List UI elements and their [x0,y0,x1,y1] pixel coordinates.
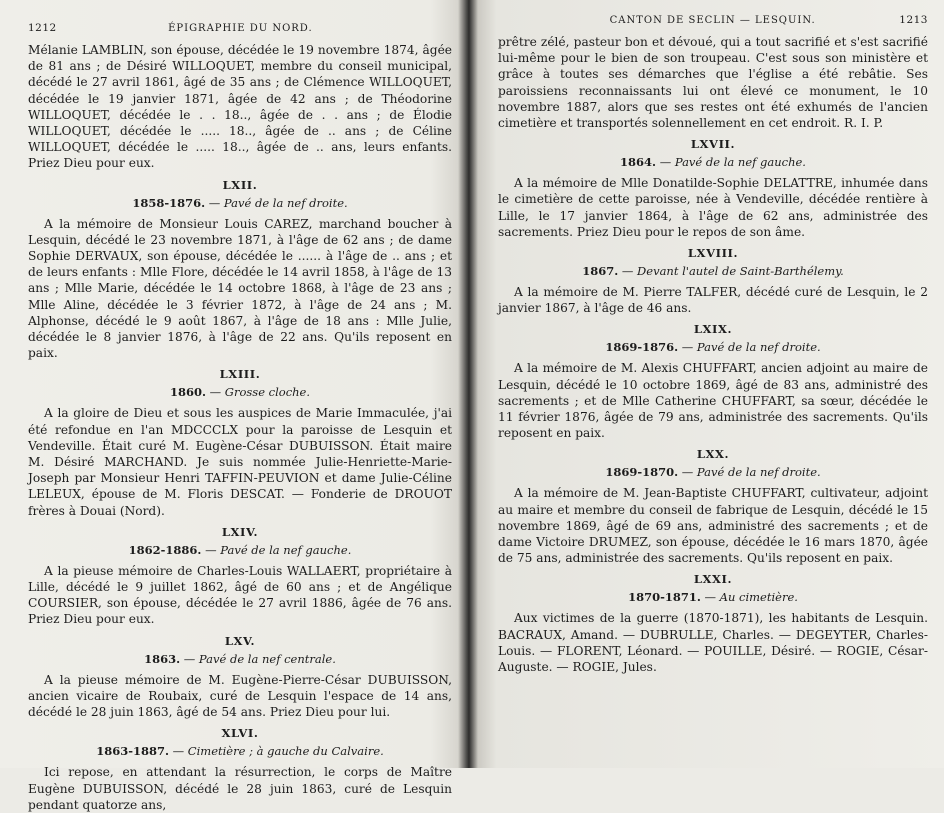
entry-date: 1870-1871. [628,590,701,605]
entry-lxii [28,178,452,362]
entry-number: LXIV. [221,524,259,539]
left-page-number: 1212 [28,22,57,34]
entry-text: A la mémoire de Mlle Donatilde-Sophie DELATTRE, inhumée dans le cimetière de cette paroisse, née à Vendeville, décédée rentière à Lille, le 17 janvier 1864, à l'âge de 62 ans, administrée des sacrements. Priez Dieu pour le repos de son âme. [498,176,928,239]
right-running-title: CANTON DE SECLIN — LESQUIN. [609,15,816,26]
entry-text: A la pieuse mémoire de Charles-Louis WALLAERT, propriétaire à Lille, décédé le 9 juillet 1862, âgé de 60 ans ; et de Angélique COURSIER, son épouse, décédée le 27 avril 1886, âgée de 76 ans. Priez Dieu pour eux. [28,563,452,627]
entry-xlvi [28,726,452,813]
left-header [28,22,452,34]
entry-number: LXX. [696,447,730,462]
entry-heading [498,340,928,354]
entry-number: LXXI. [693,572,733,587]
right-header [498,14,928,26]
book-gutter-shadow [458,0,478,768]
entry-lxv [28,634,452,721]
entry-number: LXIX. [693,322,733,337]
right-page-number: 1213 [899,14,928,26]
entry-number: LXVII. [690,137,736,152]
entry-heading [28,744,452,758]
entry-date: 1869-1870. [605,465,679,480]
entry-location: — Pavé de la nef droite. [681,465,821,480]
entry-text: A la pieuse mémoire de M. Eugène-Pierre-César DUBUISSON, ancien vicaire de Roubaix, curé de Lesquin l'espace de 14 ans, décédé le 28 juin 1863, âgé de 54 ans. Priez Dieu pour lui. [28,672,452,720]
entry-number: LXII. [222,177,258,192]
entry-date: 1867. [582,264,619,279]
entry-lxiii [28,367,452,518]
entry-location: — Au cimetière. [704,590,798,605]
entry-text: Ici repose, en attendant la résurrection, le corps de Maître Eugène DUBUISSON, décédé le 28 juin 1863, curé de Lesquin pendant quatorze ans, [28,765,452,812]
entry-heading [498,590,928,604]
entry-heading [498,155,928,169]
entry-heading [498,264,928,278]
entry-heading [28,652,452,666]
entry-location: — Pavé de la nef droite. [681,340,821,355]
entry-text: A la mémoire de M. Alexis CHUFFART, ancien adjoint au maire de Lesquin, décédé le 10 octobre 1869, âgé de 83 ans, administré des sacrements ; et de Mlle Catherine CHUFFART, sa sœur, décédée le 11 février 1876, âgée de 79 ans, administrée des sacrements. Qu'ils reposent en paix. [498,361,928,441]
entry-location: — Pavé de la nef droite. [208,195,348,210]
entry-number: LXIII. [219,367,261,382]
entry-location: — Pavé de la nef gauche. [205,542,352,557]
entry-date: 1864. [620,155,657,170]
entry-location: — Cimetière ; à gauche du Calvaire. [172,744,384,759]
entry-text: Aux victimes de la guerre (1870-1871), les habitants de Lesquin. BACRAUX, Amand. — DUBRULLE, Charles. — DEGEYTER, Charles-Louis. — FLORENT, Léonard. — POUILLE, Désiré. — ROGIE, César-Auguste. — ROGIE, Jules. [498,611,928,675]
entry-location: — Grosse cloche. [209,385,311,400]
entry-text: A la mémoire de M. Jean-Baptiste CHUFFART, cultivateur, adjoint au maire et membre du conseil de fabrique de Lesquin, décédé le 15 novembre 1869, âgé de 69 ans, administré des sacrements ; et de dame Victoire DRUMEZ, son épouse, décédée le 16 mars 1870, âgée de 75 ans, administrée des sacrements. Qu'ils reposent en paix. [498,486,928,566]
left-page [0,0,468,812]
entry-heading [498,465,928,479]
entry-date: 1862-1886. [128,542,202,557]
entry-text: A la mémoire de Monsieur Louis CAREZ, marchand boucher à Lesquin, décédé le 23 novembre 1871, à l'âge de 62 ans ; de dame Sophie DERVAUX, son épouse, décédée le ...... à l'âge de .. ans ; et de leurs enfants : Mlle Flore, décédée le 14 avril 1858, à l'âge de 13 ans ; Mlle Marie, décédée le 14 octobre 1868, à l'âge de 23 ans ; Mlle Aline, décédée le 3 février 1872, à l'âge de 24 ans ; M. Alphonse, décédé le 9 août 1867, à l'âge de 18 ans : Mlle Julie, décédée le 8 janvier 1876, à l'âge de 22 ans. Qu'ils reposent en paix. [28,216,452,361]
entry-location: — Pavé de la nef centrale. [183,651,336,666]
entry-heading [28,543,452,557]
entry-lxvii [498,137,928,240]
entry-lxviii [498,246,928,316]
entry-text: A la gloire de Dieu et sous les auspices de Marie Immaculée, j'ai été refondue en l'an MDCCCLX pour la paroisse de Lesquin et Vendeville. Était curé M. Eugène-César DUBUISSON. Était maire M. Désiré MARCHAND. Je suis nommée Julie-Henriette-Marie-Joseph par Monsieur Henri TAFFIN-PEUVION et dame Julie-Céline LELEUX, épouse de M. Floris DESCAT. — Fonderie de DROUOT frères à Douai (Nord). [28,406,452,518]
entry-date: 1863-1887. [96,744,169,759]
entry-heading [28,196,452,210]
entry-date: 1858-1876. [132,195,206,210]
entry-lxiv [28,525,452,628]
entry-location: — Pavé de la nef gauche. [659,155,806,170]
entry-date: 1863. [144,651,181,666]
entry-lxx [498,447,928,566]
entry-number: XLVI. [221,726,259,741]
left-intro-text: Mélanie LAMBLIN, son épouse, décédée le 19 novembre 1874, âgée de 81 ans ; de Désiré WILLOQUET, membre du conseil municipal, décédé le 27 avril 1861, âgé de 35 ans ; de Clémence WILLOQUET, décédée le 19 janvier 1871, âgée de 42 ans ; de Théodorine WILLOQUET, décédée le . . 18.., âgée de . . ans ; de Élodie WILLOQUET, décédée le ..... 18.., âgée de .. ans ; de Céline WILLOQUET, décédée le ..... 18.., âgée de .. ans, leurs enfants. Priez Dieu pour eux. [28,43,452,171]
entry-number: LXVIII. [687,246,739,261]
right-intro-text: prêtre zélé, pasteur bon et dévoué, qui a tout sacrifié et s'est sacrifié lui-même pour le bien de son troupeau. C'est sous son ministère et grâce à toutes ses démarches que l'église a été rebâtie. Ses paroissiens reconnaissants lui ont élevé ce monument, le 10 novembre 1887, alors que ses restes ont été exhumés de l'ancien cimetière et transportés solennellement en cet endroit. R. I. P. [498,35,928,131]
entry-number: LXV. [224,633,256,648]
entry-lxxi [498,572,928,675]
entry-date: 1869-1876. [605,340,679,355]
entry-heading [28,385,452,399]
entry-text: A la mémoire de M. Pierre TALFER, décédé curé de Lesquin, le 2 janvier 1867, à l'âge de 46 ans. [498,285,928,316]
entry-location: — Devant l'autel de Saint-Barthélemy. [621,264,844,279]
entry-lxix [498,322,928,441]
left-running-title: ÉPIGRAPHIE DU NORD. [168,23,313,34]
right-page [468,0,944,768]
entry-date: 1860. [169,385,206,400]
